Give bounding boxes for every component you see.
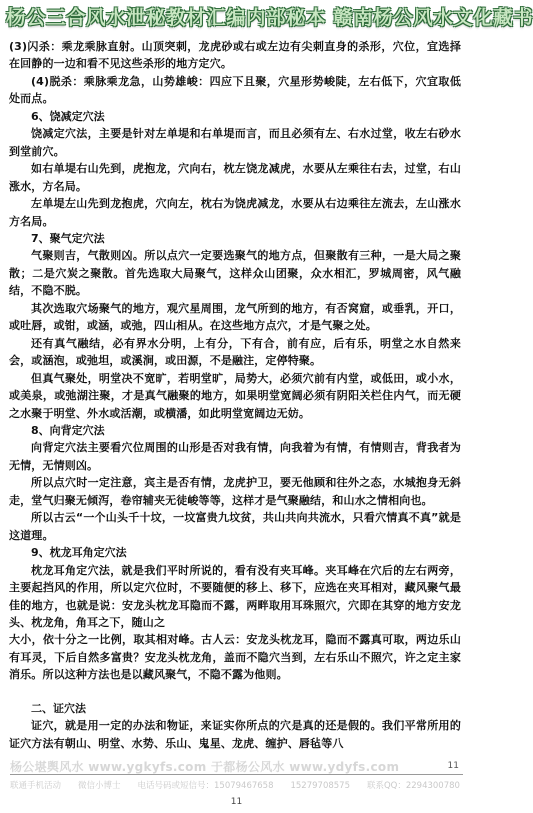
paragraph: 还有真气融结，必有界水分明，上有分，下有合，前有应，后有乐，明堂之水自然来会，或涵泡，或弛坦，或溪涧，或田源，不是融注，定停特聚。 — [9, 336, 461, 368]
section-heading: 6、饶减定穴法 — [31, 109, 105, 123]
paragraph: 证穴，就是用一定的办法和物证，来证实你所点的穴是真的还是假的。我们平常所用的证穴方法有朝山、明堂、水势、乐山、鬼星、龙虎、缠护、唇毡等八 — [9, 719, 461, 750]
paragraph: 所以古云“一个山头千十坟，一坟富贵九坟贫，共山共向共流水，只看穴情真不真”就是这道理。 — [9, 511, 461, 542]
footer-divider — [10, 774, 463, 775]
paragraph: 大小，依十分之一比例，取其相对峰。古人云：安龙头枕龙耳，隐而不露真可取，两边乐山有耳灵，下后自然多富贵？安龙头枕龙角，盖而不隐穴当到，左右乐山不照穴，许之定主家消乐。所以这种方法也是以藏风聚气，不隐不露为他则。 — [9, 633, 461, 682]
document-body — [9, 38, 461, 752]
page-number-right: 11 — [447, 761, 459, 771]
section-heading: 二、证穴法 — [31, 701, 86, 715]
footer-watermark: 杨公堪舆风水 www.ygkyfs.com 于都杨公风水 www.ydyfs.com — [10, 760, 400, 774]
paragraph: (3)闪杀：乘龙乘脉直射。山顶突刺，龙虎砂或右或左边有尖刺直身的杀形，穴位，宜选择在回静的一边和看不见这些杀形的地方定穴。 — [9, 40, 461, 71]
paragraph: (4)脱杀：乘脉乘龙急，山势雄峻：四应下且聚，穴星形势峻陡，左右低下，穴宜取低处而点。 — [9, 74, 461, 106]
page-number: 11 — [230, 797, 243, 807]
header-banner — [0, 0, 533, 32]
section-heading: 7、聚气定穴法 — [31, 231, 105, 245]
banner-title: 杨公三合风水泄秘教材汇编内部秘本 赣南杨公风水文化藏书 — [6, 6, 533, 29]
paragraph: 但真气聚处，明堂决不宽旷，若明堂旷，局势大，必须穴前有内堂，或低田，或小水，或美泉，或弛湖注聚，才是真气融聚的地方，如果明堂宽阔必须有阴阳关栏住内气，而无硬之水聚于明堂、外水或活潮，或横潘，如此明堂宽阔边无妨。 — [9, 371, 461, 420]
page-footer — [0, 758, 473, 813]
paragraph: 左单堤左山先到龙抱虎，穴向左，枕右为饶虎减龙，水要从右边乘往左流去，左山涨水方名局。 — [9, 197, 461, 228]
paragraph: 如右单堤右山先到，虎抱龙，穴向右，枕左饶龙减虎，水要从左乘往右去，过堂，右山涨水，方名局。 — [9, 162, 461, 193]
section-heading: 8、向背定穴法 — [31, 423, 105, 437]
paragraph: 饶减定穴法，主要是针对左单堤和右单堤而言，而且必须有左、右水过堂，收左右砂水到堂前穴。 — [9, 127, 461, 158]
paragraph: 向背定穴法主要看穴位周围的山形是否对我有情，向我着为有情，有情则吉，背我者为无情，无情则凶。 — [9, 441, 461, 472]
paragraph-gap — [9, 684, 461, 700]
paragraph: 所以点穴时一定注意，宾主是否有情，龙虎护卫，要无他顾和往外之态，水城抱身无斜走，堂气归聚无倾泻，卷帘辅夹无徒峻等等，这样才是气聚融结，和山水之情相向也。 — [9, 476, 461, 507]
paragraph: 气聚则吉，气散则凶。所以点穴一定要选聚气的地方点，但聚散有三种，一是大局之聚散；二是穴炭之聚散。首先选取大局聚气，这样众山团聚，众水相汇，罗城周密，风气融结，不隐不脱。 — [9, 249, 461, 298]
paragraph: 其次选取穴场聚气的地方，观穴星周围，龙气所到的地方，有否窝窟，或垂乳，开口，或吐唇，或钳，或涵，或弛，四山相从。在这些地方点穴，才是气聚之处。 — [9, 301, 461, 333]
section-heading: 9、枕龙耳角定穴法 — [31, 546, 127, 560]
paragraph: 枕龙耳角定穴法，就是我们平时所说的，看有没有夹耳峰。夹耳峰在穴后的左右两旁，主要起挡风的作用，所以定穴位时，不要随便的移上、移下，应选在夹耳相对，藏风聚气最佳的地方，也就是说：安龙头枕龙耳隐而不露，两畔取用耳珠照穴，穴即在其穿的地方安龙头、枕龙角，角耳之下，随山之 — [9, 563, 461, 629]
footer-contact: 联通手机活动 微信小博士 电话号码或短信号：15079467658 15279708575 联系QQ：2294300780 — [10, 781, 460, 791]
